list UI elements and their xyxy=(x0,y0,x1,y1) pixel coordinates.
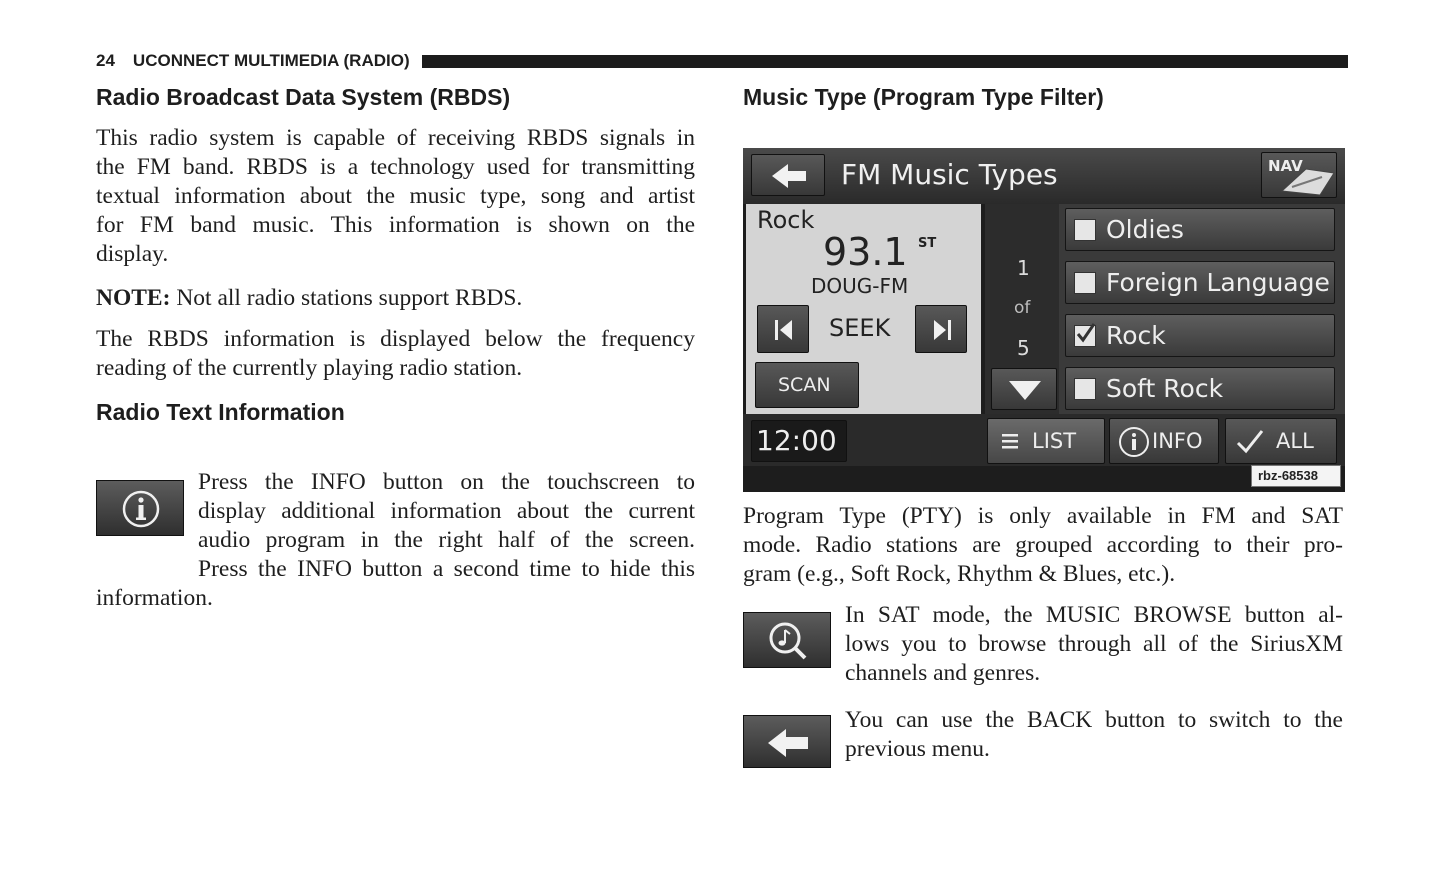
pty-line: mode. Radio stations are grouped according to their pro- xyxy=(743,532,1343,558)
seek-label: SEEK xyxy=(829,314,891,342)
page-current: 1 xyxy=(1017,256,1030,280)
rbds-info-line: The RBDS information is displayed below the frequency xyxy=(96,326,695,352)
rbds-line: textual information about the music type, song and artist xyxy=(96,183,695,209)
radio-text-heading: Radio Text Information xyxy=(96,399,345,425)
music-browse-button-illustration xyxy=(743,612,831,668)
music-type-label: Soft Rock xyxy=(1106,374,1224,403)
rbds-line: the FM band. RBDS is a technology used for transmitting xyxy=(96,154,695,180)
list-label: LIST xyxy=(1032,429,1077,453)
note-text: Not all radio stations support RBDS. xyxy=(176,285,523,311)
clock-display xyxy=(751,420,847,462)
nav-button[interactable] xyxy=(1261,152,1337,198)
music-type-oldies[interactable] xyxy=(1065,208,1335,251)
music-browse-icon xyxy=(744,613,832,669)
browse-line: channels and genres. xyxy=(845,660,1041,686)
rbds-line: This radio system is capable of receiving RBDS signals in xyxy=(96,125,695,151)
nav-label: NAV xyxy=(1268,157,1303,175)
seek-forward-icon xyxy=(916,306,968,354)
header-rule xyxy=(422,55,1348,68)
running-header xyxy=(96,50,1348,72)
image-code-box xyxy=(1251,465,1341,487)
back-arrow-icon xyxy=(752,155,826,197)
pty-line: gram (e.g., Soft Rock, Rhythm & Blues, etc.). xyxy=(743,561,1176,587)
music-type-label: Foreign Language xyxy=(1106,268,1330,297)
info-label: INFO xyxy=(1152,429,1203,453)
info-line: audio program in the right half of the screen. xyxy=(198,527,695,553)
info-button-illustration xyxy=(96,480,184,536)
info-line: Press the INFO button on the touchscreen to xyxy=(198,469,695,495)
station-type: Rock xyxy=(757,206,815,234)
page-number: 24 xyxy=(96,51,115,70)
screen-title: FM Music Types xyxy=(841,158,1058,191)
music-type-label: Oldies xyxy=(1106,215,1184,244)
back-button-illustration xyxy=(743,715,831,768)
browse-line: In SAT mode, the MUSIC BROWSE button al- xyxy=(845,602,1343,628)
checkbox-checked-icon xyxy=(1074,325,1096,347)
rbds-line: for FM band music. This information is shown on the xyxy=(96,212,695,238)
back-button[interactable] xyxy=(751,154,825,196)
browse-line: lows you to browse through all of the SiriusXM xyxy=(845,631,1343,657)
info-line: Press the INFO button a second time to hide this xyxy=(198,556,695,582)
pty-line: Program Type (PTY) is only available in FM and SAT xyxy=(743,503,1343,529)
list-icon xyxy=(998,419,1028,465)
info-line: display additional information about the current xyxy=(198,498,695,524)
seek-back-button[interactable] xyxy=(757,305,809,353)
section-title: UCONNECT MULTIMEDIA (RADIO) xyxy=(132,51,410,70)
image-code: rbz-68538 xyxy=(1258,468,1318,483)
list-button[interactable] xyxy=(987,418,1105,464)
stereo-indicator: ST xyxy=(918,236,937,251)
station-name: DOUG-FM xyxy=(811,274,909,298)
page-of: of xyxy=(1014,298,1031,318)
checkbox-icon xyxy=(1074,378,1096,400)
all-button[interactable] xyxy=(1225,418,1337,464)
music-type-foreign-language[interactable] xyxy=(1065,261,1335,304)
frequency: 93.1 xyxy=(823,230,908,274)
rbds-heading: Radio Broadcast Data System (RBDS) xyxy=(96,84,511,110)
rbds-line: display. xyxy=(96,241,169,267)
down-arrow-icon xyxy=(992,369,1058,411)
note-paragraph xyxy=(96,284,695,313)
info-icon xyxy=(1114,419,1154,465)
clock: 12:00 xyxy=(756,424,837,457)
scroll-down-button[interactable] xyxy=(991,368,1057,410)
back-line: previous menu. xyxy=(845,736,990,762)
seek-forward-button[interactable] xyxy=(915,305,967,353)
music-type-soft-rock[interactable] xyxy=(1065,367,1335,410)
back-line: You can use the BACK button to switch to the xyxy=(845,707,1343,733)
note-label: NOTE: xyxy=(96,285,171,311)
radio-screen-illustration xyxy=(743,148,1345,492)
back-arrow-icon xyxy=(744,716,832,769)
all-label: ALL xyxy=(1276,429,1314,453)
rbds-info-line: reading of the currently playing radio station. xyxy=(96,355,523,381)
info-button[interactable] xyxy=(1109,418,1219,464)
info-line: information. xyxy=(96,585,213,611)
checkbox-icon xyxy=(1074,272,1096,294)
music-type-label: Rock xyxy=(1106,321,1166,350)
page-total: 5 xyxy=(1017,336,1030,360)
seek-back-icon xyxy=(758,306,810,354)
scan-button[interactable] xyxy=(755,362,859,408)
music-type-rock[interactable] xyxy=(1065,314,1335,357)
info-icon xyxy=(97,481,185,537)
checkmark-icon xyxy=(1232,419,1272,465)
music-type-heading: Music Type (Program Type Filter) xyxy=(743,84,1104,110)
scan-label: SCAN xyxy=(778,374,831,396)
checkbox-icon xyxy=(1074,219,1096,241)
